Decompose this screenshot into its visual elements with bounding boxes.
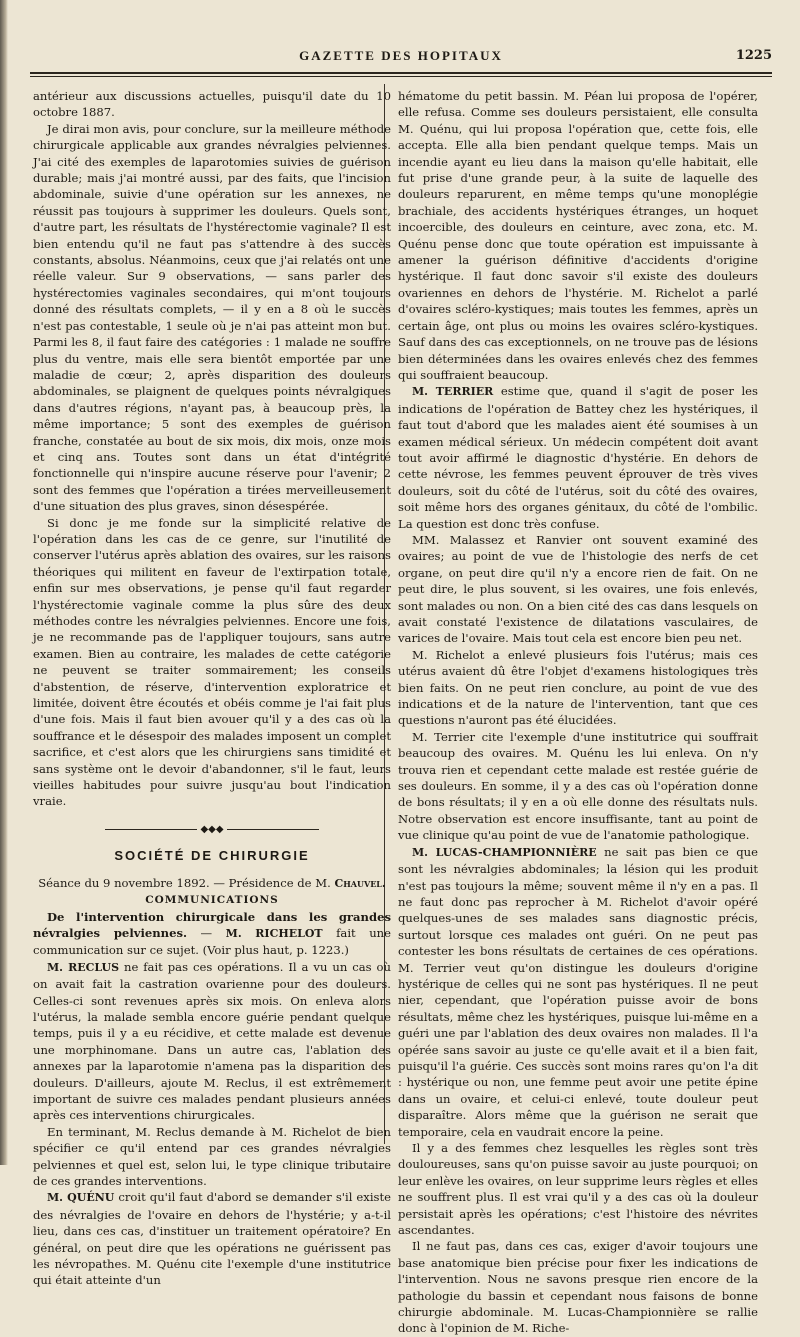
- page-number: 1225: [735, 48, 772, 63]
- paragraph: Il ne faut pas, dans ces cas, exiger d'avoir toujours une base anatomique bien précise pour fixer les indications de l'intervention. Nous ne savons presque rien encore de la pathologie du bassin et cependant nous faisons de bonne chirurgie abdominale. M. Lucas-Championnière se rallie donc à l'opinion de M. Riche-: [398, 1239, 758, 1336]
- speaker-name: M. RECLUS: [47, 960, 120, 974]
- speaker-text: ne sait pas bien ce que sont les névralgies abdominales; la lésion qui les produit n'est pas toujours la même; souvent même il n'y en a pas. Il ne faut donc pas reprocher à M. Richelot d'avoir opéré quelques-unes de ses malades sans diagnostic précis, surtout lorsque ces malades ont guéri. On ne peut pas contester les bons résultats de certaines de ces opérations. M. Terrier veut qu'on distingue les douleurs d'origine hystérique de celles qui ne sont pas hystériques. Il ne peut nier, cependant, que l'opération puisse avoir de bons résultats, même chez les hystériques, puisque lui-même en a guéri une par l'ablation des deux ovaires non malades. Il l'a opérée sans savoir au juste ce qu'elle avait et il a bien fait, puisqu'il l'a guérie. Ces succès sont moins rares qu'on l'a dit : hystérique ou non, une femme peut avoir une petite épine dans un ovaire, et celui-ci enlevé, toute douleur peut disparaître. Alors même que la guérison ne serait que temporaire, cela en vaudrait encore la peine.: [398, 844, 758, 1139]
- page-header: [30, 46, 772, 68]
- communication-title: De l'intervention chirurgicale dans les grandes névralgies pelviennes.: [33, 909, 391, 940]
- paragraph: En terminant, M. Reclus demande à M. Richelot de bien spécifier ce qu'il entend par ces grandes névralgies pelviennes et quel est, selon lui, le type clinique tributaire de ces grandes interventions.: [33, 1124, 391, 1188]
- section-ornament: ◆◆◆: [33, 822, 391, 838]
- speaker-paragraph: [33, 959, 391, 1124]
- speaker-paragraph: [398, 383, 758, 532]
- speaker-text: ne fait pas ces opérations. Il a vu un cas où on avait fait la castration ovarienne pour des douleurs. Celles-ci sont revenues après six mois. On enleva alors l'utérus, la malade sembla encore guérie pendant quelque temps, puis il y a eu récidive, et cette malade est devenue une morphinomane. Dans un autre cas, l'ablation des annexes par la laparotomie n'amena pas la disparition des douleurs. D'ailleurs, ajoute M. Reclus, il est extrêmement important de suivre ces malades pendant plusieurs années après ces interventions chirurgicales.: [33, 959, 391, 1123]
- paragraph: hématome du petit bassin. M. Péan lui proposa de l'opérer, elle refusa. Comme ses douleurs persistaient, elle consulta M. Quénu, qui lui proposa l'opération que, cette fois, elle accepta. Elle alla bien pendant quelque temps. Mais un incendie ayant eu lieu dans la maison qu'elle habitait, elle fut prise d'une grande peur, à la suite de laquelle des douleurs reparurent, en même temps qu'une monoplégie brachiale, des accidents hystériques étranges, un hoquet incoercible, des douleurs en ceinture, avec zona, etc. M. Quénu pense donc que toute opération est impuissante à amener la guérison définitive d'accidents d'origine hystérique. Il faut donc savoir s'il existe des douleurs ovariennes en dehors de l'hystérie. M. Richelot a parlé d'ovaires scléro-kystiques; mais toutes les femmes, après un certain âge, ont plus ou moins les ovaires scléro-kystiques. Sauf dans des cas exceptionnels, on ne trouve pas de lésions bien déterminées dans les ovaires enlevés chez des femmes qui souffraient beaucoup.: [398, 89, 758, 382]
- section-title: SOCIÉTÉ DE CHIRURGIE: [114, 848, 310, 864]
- seance-president: Chauvel.: [334, 876, 386, 890]
- speaker-name: M. RICHELOT: [225, 926, 323, 940]
- header-rule: [30, 72, 772, 77]
- paragraph: Si donc je me fonde sur la simplicité relative de l'opération dans les cas de ce genre, sur l'inutilité de conserver l'utérus après ablation des ovaires, sur les raisons théoriques qui militent en faveur de l'extirpation totale, enfin sur mes observations, je pense qu'il faut regarder l'hystérectomie vaginale comme la plus sûre des deux méthodes contre les névralgies pelviennes. Encore une fois, je ne recommande pas de l'appliquer toujours, sans autre examen. Bien au contraire, les malades de cette catégorie ne peuvent se traiter sommairement; les conseils d'abstention, de réserve, d'intervention exploratrice et limitée, doivent être écoutés et obéis comme je l'ai fait plus d'une fois. Mais il faut bien avouer qu'il y a des cas où la souffrance et le désespoir des malades imposent un complet sacrifice, et c'est alors que les chirurgiens sans timidité et sans système ont le devoir d'abandonner, s'il le faut, leurs vieilles habitudes pour suivre jusqu'au bout l'indication vraie.: [33, 515, 391, 809]
- speaker-name: M. LUCAS-CHAMPIONNIÈRE: [412, 845, 597, 859]
- paragraph: M. Terrier cite l'exemple d'une institutrice qui souffrait beaucoup des ovaires. M. Quénu les lui enleva. On n'y trouva rien et cependant cette malade est restée guérie de ses douleurs. En somme, il y a des cas où l'opération donne de bons résultats; il y en a où elle donne des résultats nuls. Notre observation est encore insuffisante, tant au point de vue clinique qu'au point de vue de l'anatomie pathologique.: [398, 729, 758, 843]
- running-title: GAZETTE DES HOPITAUX: [299, 48, 503, 63]
- speaker-name: M. TERRIER: [412, 385, 494, 399]
- communication-paragraph: De l'intervention chirurgicale dans les grandes névralgies pelviennes. — M. RICHELOT fait une communication sur ce sujet. (Voir plus haut, p. 1223.): [33, 909, 391, 958]
- communication-rest: fait une communication sur ce sujet. (Voir plus haut, p. 1223.): [33, 925, 391, 958]
- speaker-text: estime que, quand il s'agit de poser les indications de l'opération de Battey chez les hystériques, il faut tout d'abord que les malades aient été soumises à un examen médical sérieux. Un médecin compétent doit avant tout avoir affirmé le diagnostic d'hystérie. En dehors de cette névrose, les femmes peuvent éprouver de très vives douleurs, soit du côté de l'utérus, soit du côté des ovaires, soit même hors des organes génitaux, du côté de l'ombilic. La question est donc très confuse.: [398, 384, 758, 531]
- subhead: COMMUNICATIONS: [145, 894, 279, 907]
- seance-prefix: Séance du 9 novembre 1892. — Présidence de M.: [38, 875, 335, 890]
- speaker-name: M. QUÉNU: [47, 1191, 115, 1205]
- speaker-paragraph: [33, 1189, 391, 1288]
- paragraph: Je dirai mon avis, pour conclure, sur la meilleure méthode chirurgicale applicable aux grandes névralgies pelviennes. J'ai cité des exemples de laparotomies suivies de guérison durable; mais j'ai montré aussi, par des faits, que l'incision abdominale, suivie d'une opération sur les annexes, ne réussit pas toujours à supprimer les douleurs. Quels sont, d'autre part, les résultats de l'hystérectomie vaginale? Il est bien entendu qu'il ne faut pas s'attendre à des succès constants, absolus. Néanmoins, ceux que j'ai relatés ont une réelle valeur. Sur 9 observations, — sans parler des hystérectomies vaginales secondaires, qui m'ont toujours donné des résultats complets, — il y en a 8 où le succès n'est pas contestable, 1 seule où je n'ai pas atteint mon but. Parmi les 8, il faut faire des catégories : 1 malade ne souffre plus du ventre, mais elle sera bientôt emportée par une maladie de cœur; 2, après disparition des douleurs abdominales, se plaignent de quelques points névralgiques dans d'autres régions, n'ayant pas, à beaucoup près, la même importance; 5 sont des exemples de guérison franche, constatée au bout de six mois, dix mois, onze mois et cinq ans. Toutes sont dans un état d'intégrité fonctionnelle qui n'inspire aucune réserve pour l'avenir; 2 sont des femmes que l'opération a tirées merveilleusement d'une situation des plus graves, sinon désespérée.: [33, 121, 391, 514]
- paragraph: Il y a des femmes chez lesquelles les règles sont très douloureuses, sans qu'on puisse savoir au juste pourquoi; on leur enlève les ovaires, on leur supprime leurs règles et elles ne souffrent plus. Il est vrai qu'il y a des cas où la douleur persistait après les opérations; c'est l'histoire des névrites ascendantes.: [398, 1141, 758, 1238]
- page-binding-shadow: [0, 0, 8, 1165]
- seance-line: [33, 875, 391, 892]
- speaker-paragraph: [398, 844, 758, 1140]
- right-column: [398, 88, 758, 1337]
- paragraph: MM. Malassez et Ranvier ont souvent examiné des ovaires; au point de vue de l'histologie des nerfs de cet organe, on peut dire qu'il n'y a encore rien de fait. On ne peut dire, le plus souvent, si les ovaires, une fois enlevés, sont malades ou non. On a bien cité des cas dans lesquels on avait constaté l'existence de dilatations vasculaires, de varices de l'ovaire. Mais tout cela est encore bien peu net.: [398, 532, 758, 646]
- paragraph: M. Richelot a enlevé plusieurs fois l'utérus; mais ces utérus avaient dû être l'objet d'examens histologiques très bien faits. On ne peut rien conclure, au point de vue des indications et de la nature de l'intervention, tant que ces questions n'auront pas été élucidées.: [398, 647, 758, 728]
- paragraph: antérieur aux discussions actuelles, puisqu'il date du 10 octobre 1887.: [33, 89, 391, 120]
- left-column: [33, 88, 391, 1289]
- speaker-text: croit qu'il faut d'abord se demander s'il existe des névralgies de l'ovaire en dehors de l'hystérie; y a-t-il lieu, dans ces cas, d'instituer un traitement opératoire? En général, on peut dire que les opérations ne guérissent pas les névropathes. M. Quénu cite l'exemple d'une institutrice qui était atteinte d'un: [33, 1190, 391, 1288]
